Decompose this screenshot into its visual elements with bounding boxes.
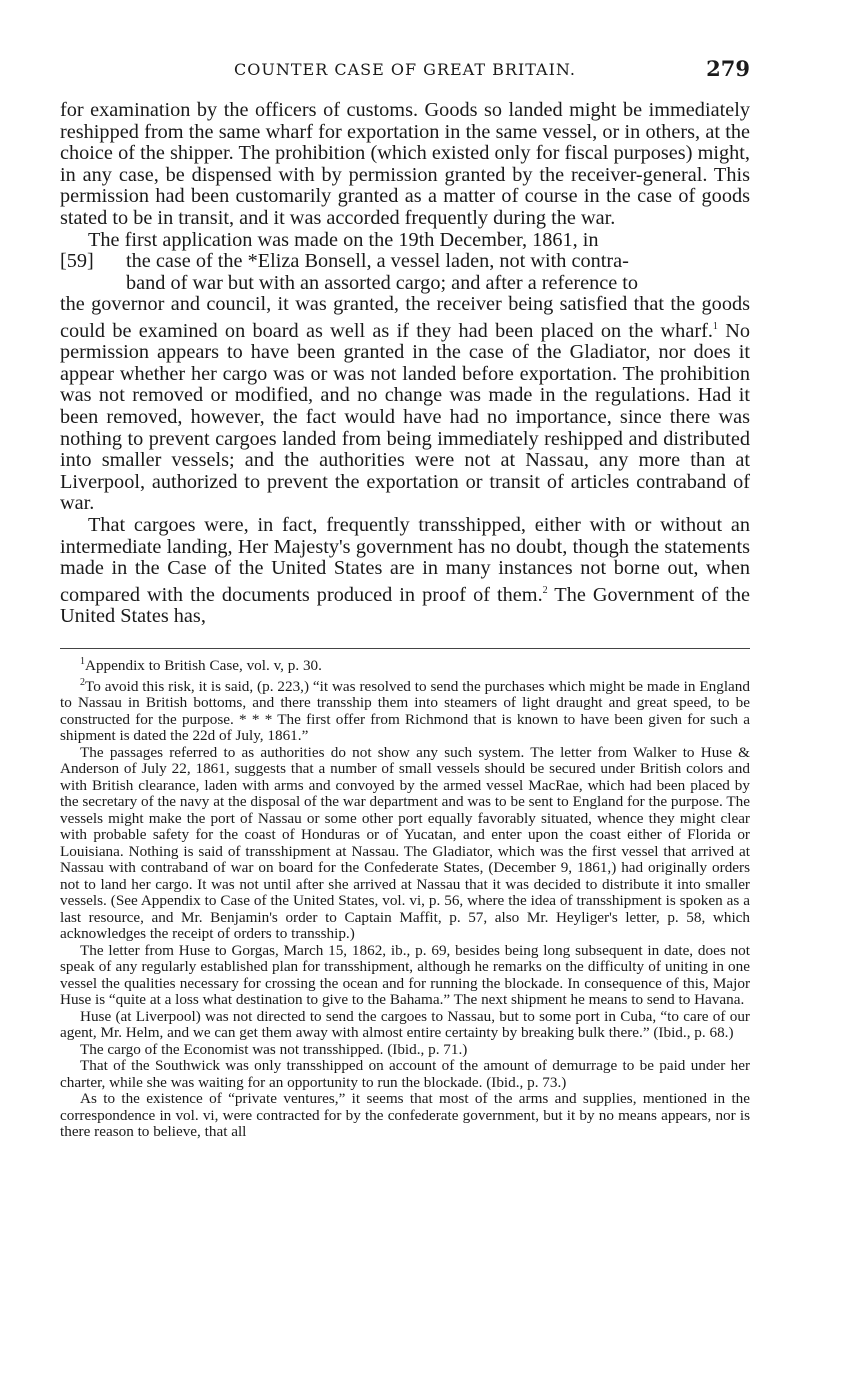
paragraph-2-line-3-text: band of war but with an assorted cargo; and after a reference to: [126, 271, 639, 294]
footnote-2-mark: 2: [80, 676, 85, 688]
paragraph-2-text-b: No permission appears to have been granted in the case of the Gladiator, nor does it appear whether her cargo was or was not landed before exportation. The prohibition was not removed or modified, and no change was made in the regulations. Had it been removed, however, the fact would have had no importance, since there was nothing to prevent cargoes landed from being immediately reshipped and distributed into smaller vessels; and the authorities were not at Nassau, any more than at Liverpool, authorized to prevent the exportation or transit of articles contraband of war.: [60, 319, 751, 515]
footnote-2: [60, 675, 750, 745]
running-title: COUNTER CASE OF GREAT BRITAIN.: [234, 60, 576, 79]
footnote-1: [60, 654, 750, 675]
paragraph-2-continued: [60, 294, 750, 515]
footnote-ref-2: 2: [542, 584, 548, 596]
paragraph-2-line-2-text: the case of the *Eliza Bonsell, a vessel laden, not with contra-: [126, 250, 629, 273]
paragraph-3-text-a: That cargoes were, in fact, frequently transshipped, either with or without an intermediate landing, Her Majesty's government has no doubt, though the statements made in the Case of the United States are in many instances not borne out, when compared with the documents produced in proof of them.: [60, 514, 750, 606]
footnote-2-text-a: To avoid this risk, it is said, (p. 223,) “it was resolved to send the purchases which might be made in England to Nassau in British bottoms, and there transship them into steamers of light draught and great speed, to be constructed for the purpose. * * * The first offer from Richmond that is known to have been given for such a shipment is dated the 22d of July, 1861.”: [60, 677, 750, 745]
footnote-2-paragraph-d: Huse (at Liverpool) was not directed to send the cargoes to Nassau, but to some port in Cuba, “to care of our agent, Mr. Helm, and we can get them away with almost entire certainty by breaking bulk there.” (Ibid., p. 68.): [60, 1007, 750, 1042]
footnote-2-paragraph-f: That of the Southwick was only transshipped on account of the amount of demurrage to be paid under her charter, while she was waiting for an opportunity to run the blockade. (Ibid., p. 73.): [60, 1057, 750, 1091]
paragraph-1: for examination by the officers of customs. Goods so landed might be immediately reshipped from the same wharf for exportation in the same vessel, or in others, at the choice of the shipper. The prohibition (which existed only for fiscal purposes) might, in any case, be dispensed with by permission granted by the receiver-general. This permission had been customarily granted as a matter of course in the case of goods stated to be in transit, and it was accorded frequently during the war.: [60, 99, 750, 229]
footnote-1-text: Appendix to British Case, vol. v, p. 30.: [85, 657, 322, 675]
footnote-1-mark: 1: [80, 656, 85, 667]
footnote-2-paragraph-g: As to the existence of “private ventures,” it seems that most of the arms and supplies, mentioned in the correspondence in vol. vi, were contracted for by the confederate government, but it by no means appears, nor is there reason to believe, that all: [60, 1090, 750, 1141]
paragraph-2-line-1: The first application was made on the 19th December, 1861, in: [88, 228, 599, 251]
footnote-divider: [60, 648, 750, 649]
footnotes: [60, 654, 750, 1141]
page-number: 279: [706, 56, 750, 81]
running-header: [60, 56, 750, 82]
marginal-page-reference: [59]: [60, 250, 94, 273]
main-text: [60, 100, 750, 628]
footnote-2-paragraph-c: The letter from Huse to Gorgas, March 15, 1862, ib., p. 69, besides being long subsequent in date, does not speak of any regularly established plan for transshipment, although he remarks on the difficulty of uniting in one vessel the qualities necessary for crossing the ocean and for running the blockade. In consequence of this, Major Huse is “quite at a loss what destination to give to the Bahama.” The next shipment he means to send to Havana.: [60, 941, 750, 1009]
paragraph-2-text-a: the governor and council, it was granted, the receiver being satisfied that the goods could be examined on board as well as if they had been placed on the wharf.: [60, 293, 750, 342]
footnote-2-paragraph-e: The cargo of the Economist was not transshipped. (Ibid., p. 71.): [80, 1040, 468, 1058]
footnote-ref-1: 1: [712, 320, 718, 332]
footnote-2-paragraph-b: The passages referred to as authorities do not show any such system. The letter from Walker to Huse & Anderson of July 22, 1861, suggests that a number of small vessels should be secured under British colors and with British clearance, laden with arms and convoyed by the armed vessel MacRae, which had been placed by the secretary of the navy at the disposal of the war department and was to be sent to England for the purpose. The vessels might make the port of Nassau or some other port equally favorably situated, whence they might clear with probable safety for the coast of Honduras or of Yucatan, and enter upon the coast either of Florida or Louisiana. Nothing is said of transshipment at Nassau. The Gladiator, which was the first vessel that arrived at Nassau with contraband of war on board for the Confederate States, (December 9, 1861,) had originally orders not to land her cargo. It was not until after she arrived at Nassau that it was decided to distribute it into smaller vessels. (See Appendix to Case of the United States, vol. vi, p. 56, where the idea of transshipment is spoken as a last resource, and Mr. Benjamin's order to Captain Maffit, p. 57, also Mr. Heyliger's letter, p. 58, which acknowledges the receipt of orders to transship.): [60, 743, 750, 943]
paragraph-2-line-3: [60, 273, 750, 295]
paragraph-3: [60, 515, 750, 628]
paragraph-2-line-2: [60, 251, 750, 273]
paragraph-3-text-b: The Government of the United States has,: [60, 583, 750, 628]
